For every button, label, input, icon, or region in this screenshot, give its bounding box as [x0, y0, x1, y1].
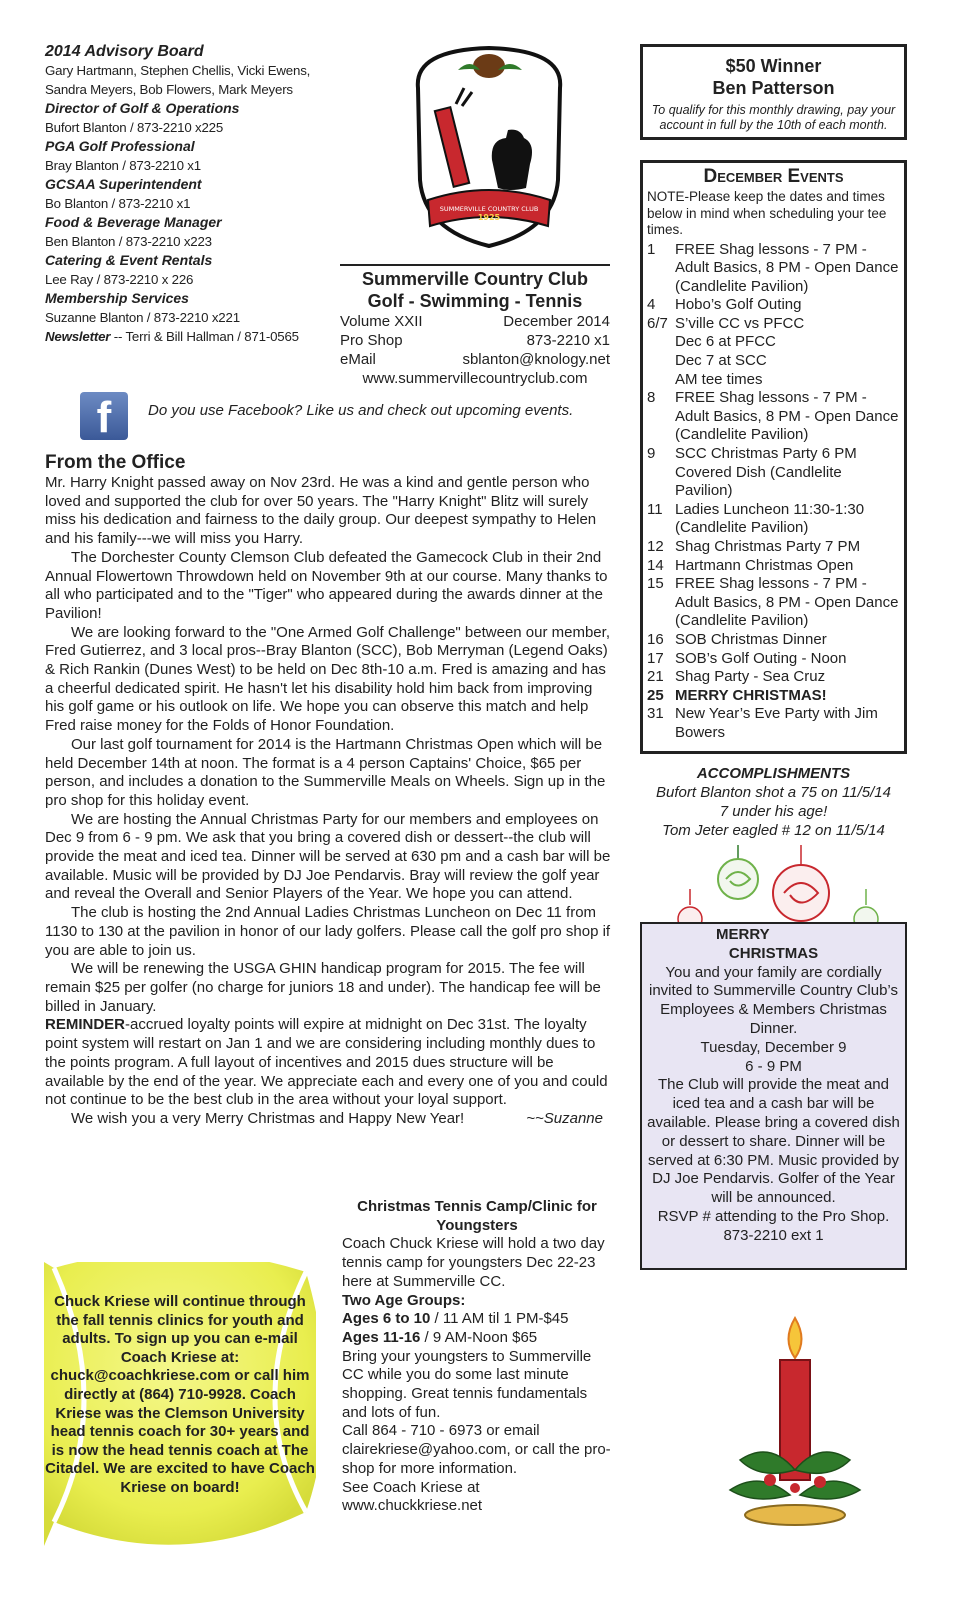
ornament-icon	[718, 845, 758, 899]
event-item	[647, 241, 900, 297]
event-item	[647, 445, 900, 501]
club-logo	[398, 40, 580, 252]
event-item	[647, 557, 900, 576]
club-masthead	[340, 268, 610, 388]
role-contact: Lee Ray / 873-2210 x 226	[45, 272, 194, 287]
tennis-group-label: Ages 11-16	[342, 1328, 421, 1346]
event-day	[647, 352, 675, 371]
accomplishments-title: ACCOMPLISHMENTS	[696, 765, 851, 782]
tennis-group-text: / 9 AM-Noon $65	[420, 1328, 538, 1346]
event-text: SOB’s Golf Outing - Noon	[675, 649, 847, 667]
role-title: PGA Golf Professional	[45, 138, 195, 154]
accomplishment-line: Bufort Blanton shot a 75 on 11/5/14	[656, 784, 891, 801]
event-text: New Year’s Eve Party with Jim Bowers	[675, 705, 878, 741]
tennis-group-text: / 11 AM til 1 PM-$45	[430, 1310, 569, 1328]
event-text: Hobo’s Golf Outing	[675, 296, 802, 314]
role-title: Director of Golf & Operations	[45, 100, 240, 116]
event-text: FREE Shag lessons - 7 PM - Adult Basics, 8 PM - Open Dance (Candlelite Pavilion)	[675, 389, 899, 444]
office-article	[45, 474, 613, 1129]
event-text: SCC Christmas Party 6 PM Covered Dish (Candlelite Pavilion)	[675, 445, 857, 500]
signature: ~~Suzanne	[526, 1109, 603, 1127]
event-day: 15	[647, 575, 664, 593]
xmas-date: Tuesday, December 9	[700, 1038, 847, 1056]
event-text: Dec 7 at SCC	[675, 352, 767, 370]
event-day: 17	[647, 649, 664, 667]
closing-line	[45, 1110, 613, 1129]
club-subtitle: Golf - Swimming - Tennis	[367, 291, 583, 311]
xmas-time: 6 - 9 PM	[745, 1057, 802, 1075]
role-title: Catering & Event Rentals	[45, 252, 213, 268]
office-paragraph: The club is hosting the 2nd Annual Ladies Christmas Luncheon on Dec 11 from 1130 to 130 at the pavilion in honor of our lady golfers. Please call the golf pro shop if you are able to join us.	[45, 904, 611, 959]
event-text: FREE Shag lessons - 7 PM - Adult Basics, 8 PM - Open Dance (Candlelite Pavilion)	[675, 240, 899, 295]
office-paragraph: We are looking forward to the "One Armed Golf Challenge" between our member, Fred Gutierrez, and 3 local pros--Bray Blanton (SCC), Bob Merryman (Legend Oaks) & Rich Rankin (Dunes West) to be held on Dec 8th-10 a.m. Fred is amazing and has a cheerful dedicated spirit. He hasn't let his disability hold him back from improving his golf game or his outlook on life. We hope you can observe this match and help Fred raise money for the Folds of Honor Foundation.	[45, 623, 610, 735]
event-text: Shag Party - Sea Cruz	[675, 668, 826, 686]
event-item	[647, 333, 900, 352]
role-title: GCSAA Superintendent	[45, 176, 202, 192]
event-day: 9	[647, 445, 656, 463]
event-item	[647, 389, 900, 445]
events-title: December Events	[703, 166, 844, 187]
reminder-text: -accrued loyalty points will expire at midnight on Dec 31st. The loyalty point system will restart on Jan 1 and we are considering including monthly dues to the points program. A full layout of incentives and 2015 dues structure will be available by the end of the year. We appreciate each and every one of you and could not continue to be the best club in the area without your loyal support.	[45, 1016, 608, 1109]
logo-text: SUMMERVILLE COUNTRY CLUB	[439, 205, 539, 213]
logo-year: 1925	[477, 213, 501, 222]
event-text: SOB Christmas Dinner	[675, 630, 827, 648]
accomplishment-line: 7 under his age!	[719, 803, 828, 820]
xmas-invite: You and your family are cordially invited to Summerville Country Club’s Employees & Members Christmas Dinner.	[649, 963, 898, 1037]
office-paragraph: We are hosting the Annual Christmas Party for our members and employees on Dec 9 from 6 - 9 pm. We ask that you bring a covered dish or dessert--the club will provide the meat and iced tea. Dinner will be served at 630 pm and a cash bar will be available. Music will be provided by DJ Joe Pendarvis. Bray will review the golf year and reveal the Overall and Senior Players of the Year. We hope you can attend.	[45, 810, 611, 903]
event-day: 21	[647, 668, 664, 686]
volume: Volume XXII	[340, 313, 423, 330]
winner-note: To qualify for this monthly drawing, pay your account in full by the 10th of each month.	[651, 103, 896, 132]
event-item	[647, 650, 900, 669]
event-item	[647, 352, 900, 371]
advisory-board	[45, 42, 335, 346]
accomplishment-line: Tom Jeter eagled # 12 on 11/5/14	[662, 822, 885, 839]
event-day: 14	[647, 556, 664, 574]
website-link[interactable]: www.summervillecountryclub.com	[362, 370, 588, 387]
newsletter-contact: -- Terri & Bill Hallman / 871-0565	[110, 329, 299, 344]
tennis-group-label: Ages 6 to 10	[342, 1310, 431, 1328]
proshop-row	[340, 331, 610, 350]
christmas-dinner-box	[640, 922, 907, 1270]
role-contact: Bufort Blanton / 873-2210 x225	[45, 120, 224, 135]
role-contact: Bray Blanton / 873-2210 x1	[45, 158, 201, 173]
role-title: Membership Services	[45, 290, 189, 306]
tennis-clinic-text: Chuck Kriese will continue through the fall tennis clinics for youth and adults. To sign up you can e-mail Coach Kriese at: chuck@coachkriese.com or call him directly at (864) 710-9928. Coach Kriese was the Clemson University head tennis coach for 30+ years and is now the head tennis coach at The Citadel. We are excited to have Coach Kriese on board!	[45, 1293, 315, 1496]
event-day: 16	[647, 630, 664, 648]
candle-holder	[745, 1505, 845, 1525]
masthead-rule	[340, 264, 610, 266]
proshop-label: Pro Shop	[340, 332, 403, 349]
event-item	[647, 315, 900, 334]
email-row	[340, 350, 610, 369]
flame-icon	[789, 1318, 802, 1358]
winner-box	[640, 44, 907, 140]
tennis-intro: Coach Chuck Kriese will hold a two day tennis camp for youngsters Dec 22-23 here at Summerville CC.	[342, 1235, 605, 1290]
xmas-heading: MERRY	[716, 926, 770, 943]
role-contact: Bo Blanton / 873-2210 x1	[45, 196, 191, 211]
event-item	[647, 538, 900, 557]
club-name: Summerville Country Club	[361, 269, 589, 289]
board-members: Gary Hartmann, Stephen Chellis, Vicki Ewens, Sandra Meyers, Bob Flowers, Mark Meyers	[45, 63, 311, 97]
event-text: Hartmann Christmas Open	[675, 556, 854, 574]
office-paragraph: Our last golf tournament for 2014 is the Hartmann Christmas Open which will be held December 14th at noon. The format is a 4 person Captains' Choice, $65 per person, and includes a donation to the Summerville Meals on Wheels. Sign up in the pro shop for this holiday event.	[45, 735, 606, 809]
event-item	[647, 371, 900, 390]
tennis-paragraph: Call 864 - 710 - 6973 or email clairekriese@yahoo.com, or call the pro-shop for more information.	[342, 1422, 611, 1477]
tennis-paragraph: See Coach Kriese at www.chuckkriese.net	[342, 1478, 483, 1515]
event-text: FREE Shag lessons - 7 PM - Adult Basics, 8 PM - Open Dance (Candlelite Pavilion)	[675, 575, 899, 630]
event-text: AM tee times	[675, 370, 763, 388]
reminder-label: REMINDER	[45, 1016, 126, 1034]
event-day: 6/7	[647, 314, 668, 332]
facebook-text: Do you use Facebook? Like us and check out upcoming events.	[148, 402, 574, 419]
xmas-rsvp: RSVP # attending to the Pro Shop. 873-2210 ext 1	[657, 1207, 890, 1244]
tennis-article	[342, 1198, 612, 1516]
event-text: S’ville CC vs PFCC	[675, 314, 805, 332]
issue-row	[340, 312, 610, 331]
event-text: Dec 6 at PFCC	[675, 333, 776, 351]
winner-name: Ben Patterson	[712, 78, 835, 98]
ornament-icon	[773, 845, 829, 921]
email-label: eMail	[340, 351, 376, 368]
event-day: 25	[647, 686, 664, 704]
event-item	[647, 575, 900, 631]
tennis-group	[342, 1310, 612, 1329]
event-item	[647, 501, 900, 538]
tennis-group	[342, 1329, 612, 1348]
event-day: 31	[647, 705, 664, 723]
event-day: 12	[647, 538, 664, 555]
office-paragraph: We will be renewing the USGA GHIN handicap program for 2015. The fee will remain $25 per golfer (no charge for juniors 18 and under). The handicap fee will be billed in January.	[45, 960, 601, 1015]
event-day	[647, 371, 675, 390]
reminder-paragraph	[45, 1016, 613, 1110]
tennis-paragraph: Bring your youngsters to Summerville CC while you do some last minute shopping. Great tennis fundamentals and lots of fun.	[342, 1347, 592, 1421]
closing-text: We wish you a very Merry Christmas and Happy New Year!	[71, 1109, 465, 1127]
role-title: Food & Beverage Manager	[45, 214, 222, 230]
event-text: MERRY CHRISTMAS!	[675, 686, 827, 704]
event-day: 11	[647, 500, 663, 518]
tennis-groups-label: Two Age Groups:	[342, 1291, 466, 1309]
office-title: From the Office	[45, 452, 186, 473]
office-paragraph: The Dorchester County Clemson Club defeated the Gamecock Club in their 2nd Annual Flowertown Throwdown held on November 9th at our course. Many thanks to all who participated and to the "Tiger" who appeared during the awards dinner at the Pavilion!	[45, 548, 608, 622]
event-item	[647, 631, 900, 650]
pinecone-icon	[473, 54, 505, 78]
issue-date: December 2014	[503, 313, 610, 330]
newsletter-label: Newsletter	[45, 329, 111, 344]
xmas-heading: CHRISTMAS	[728, 944, 819, 962]
xmas-details: The Club will provide the meat and iced tea and a cash bar will be available. Please bring a covered dish or dessert to share. Dinner will be served at 6:30 PM. Music provided by DJ Joe Pendarvis. Golfer of the Year will be announced.	[647, 1076, 900, 1207]
candle-illustration	[700, 1310, 890, 1540]
events-box	[640, 160, 907, 754]
role-contact: Suzanne Blanton / 873-2210 x221	[45, 310, 240, 325]
event-day	[647, 333, 675, 352]
event-item	[647, 687, 900, 706]
tennis-title: Christmas Tennis Camp/Clinic for Youngsters	[357, 1198, 597, 1234]
email-link[interactable]: sblanton@knology.net	[462, 351, 610, 368]
event-text: Ladies Luncheon 11:30-1:30 (Candlelite Pavilion)	[675, 500, 865, 537]
event-text: Shag Christmas Party 7 PM	[675, 538, 861, 555]
events-note: NOTE-Please keep the dates and times below in mind when scheduling your tee times.	[647, 189, 887, 237]
event-item	[647, 668, 900, 687]
proshop-phone: 873-2210 x1	[526, 332, 610, 349]
winner-amount: $50 Winner	[725, 56, 822, 76]
event-item	[647, 296, 900, 315]
accomplishments	[640, 764, 907, 840]
board-title: 2014 Advisory Board	[45, 43, 204, 60]
event-day: 4	[647, 296, 656, 314]
office-paragraph: Mr. Harry Knight passed away on Nov 23rd. He was a kind and gentle person who loved and supported the club for over 50 years. The "Harry Knight" Blitz will surely miss his dedication and fairness to the daily group. Our deepest sympathy to Helen and his family---we will miss you Harry.	[45, 474, 597, 548]
event-day: 8	[647, 389, 656, 407]
event-item	[647, 705, 900, 742]
newsletter-credit	[45, 327, 335, 346]
role-contact: Ben Blanton / 873-2210 x223	[45, 234, 212, 249]
event-day: 1	[647, 240, 656, 258]
facebook-icon[interactable]: f	[80, 392, 128, 440]
